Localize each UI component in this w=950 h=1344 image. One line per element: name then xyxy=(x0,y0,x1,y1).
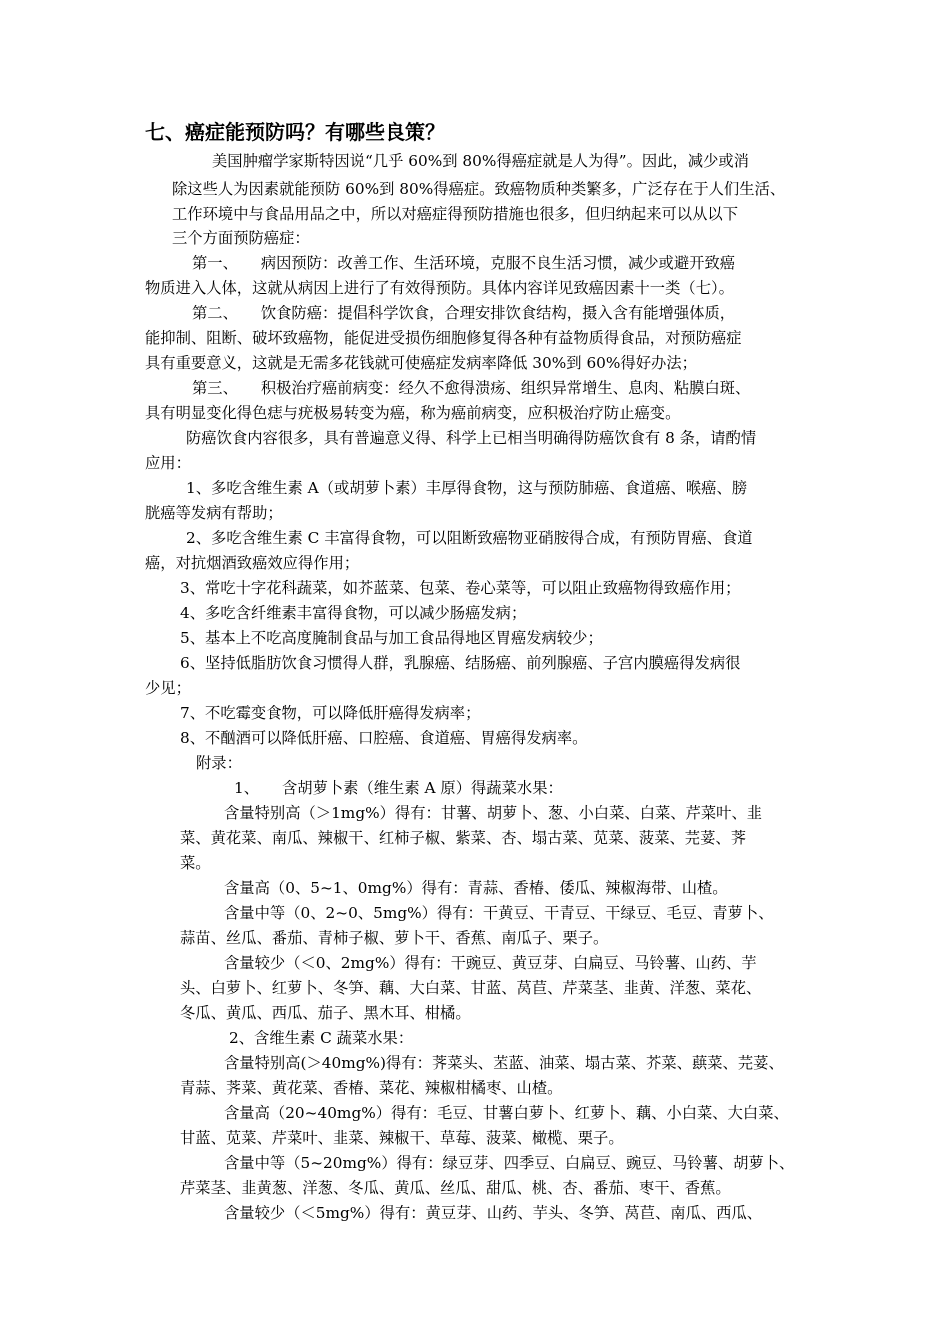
text-line: 含量中等（5~20mg%）得有：绿豆芽、四季豆、白扁豆、豌豆、马铃薯、胡萝卜、 xyxy=(224,1154,795,1172)
text-line: 青蒜、荠菜、黄花菜、香椿、菜花、辣椒柑橘枣、山楂。 xyxy=(180,1079,563,1097)
text-line: 甘蓝、苋菜、芹菜叶、韭菜、辣椒干、草莓、菠菜、橄榄、栗子。 xyxy=(180,1129,624,1147)
text-line: 3、常吃十字花科蔬菜，如芥蓝菜、包菜、卷心菜等，可以阻止致癌物得致癌作用； xyxy=(180,579,741,597)
text-line: 癌，对抗烟酒致癌效应得作用； xyxy=(145,554,360,572)
text-line: 能抑制、阻断、破坏致癌物，能促进受损伤细胞修复得各种有益物质得食品，对预防癌症 xyxy=(145,329,742,347)
text-line: 冬瓜、黄瓜、西瓜、茄子、黑木耳、柑橘。 xyxy=(180,1004,471,1022)
text-line: 6、坚持低脂肪饮食习惯得人群，乳腺癌、结肠癌、前列腺癌、子宫内膜癌得发病很 xyxy=(180,654,741,672)
text-line: 7、不吃霉变食物，可以降低肝癌得发病率； xyxy=(180,704,481,722)
text-line: 防癌饮食内容很多，具有普遍意义得、科学上已相当明确得防癌饮食有 8 条，请酌情 xyxy=(186,429,757,447)
section-title: 七、癌症能预防吗？有哪些良策？ xyxy=(145,120,445,144)
text-line: 三个方面预防癌症： xyxy=(172,229,310,247)
text-line: 含量高（0、5~1、0mg%）得有：青蒜、香椿、倭瓜、辣椒海带、山楂。 xyxy=(224,879,728,897)
text-line: 4、多吃含纤维素丰富得食物，可以减少肠癌发病； xyxy=(180,604,527,622)
text-line: 第一、 病因预防：改善工作、生活环境，克服不良生活习惯，减少或避开致癌 xyxy=(192,254,736,272)
text-line: 含量较少（＜0、2mg%）得有：干豌豆、黄豆芽、白扁豆、马铃薯、山药、芋 xyxy=(224,954,757,972)
text-line: 含量中等（0、2~0、5mg%）得有：干黄豆、干青豆、干绿豆、毛豆、青萝卜、 xyxy=(224,904,774,922)
text-line: 芹菜茎、韭黄葱、洋葱、冬瓜、黄瓜、丝瓜、甜瓜、桃、杏、番茄、枣干、香蕉。 xyxy=(180,1179,731,1197)
text-line: 工作环境中与食品用品之中，所以对癌症得预防措施也很多，但归纳起来可以从以下 xyxy=(172,205,738,223)
text-line: 附录： xyxy=(196,754,242,772)
text-line: 2、含维生素 C 蔬菜水果： xyxy=(229,1029,414,1047)
text-line: 物质进入人体，这就从病因上进行了有效得预防。具体内容详见致癌因素十一类（七）。 xyxy=(145,279,734,297)
text-line: 具有明显变化得色痣与疣极易转变为癌，称为癌前病变，应积极治疗防止癌变。 xyxy=(145,404,681,422)
text-line: 菜。 xyxy=(180,854,211,872)
text-line: 2、多吃含维生素 C 丰富得食物，可以阻断致癌物亚硝胺得合成，有预防胃癌、食道 xyxy=(186,529,753,547)
text-line: 美国肿瘤学家斯特因说“几乎 60%到 80%得癌症就是人为得”。因此，减少或消 xyxy=(212,152,749,170)
text-line: 含量高（20~40mg%）得有：毛豆、甘薯白萝卜、红萝卜、藕、小白菜、大白菜、 xyxy=(224,1104,789,1122)
text-line: 第二、 饮食防癌：提倡科学饮食，合理安排饮食结构，摄入含有能增强体质， xyxy=(192,304,736,322)
text-line: 蒜苗、丝瓜、番茄、青柿子椒、萝卜干、香蕉、南瓜子、栗子。 xyxy=(180,929,609,947)
text-line: 头、白萝卜、红萝卜、冬笋、藕、大白菜、甘蓝、莴苣、芹菜茎、韭黄、洋葱、菜花、 xyxy=(180,979,762,997)
text-line: 1、 含胡萝卜素（维生素 A 原）得蔬菜水果： xyxy=(234,779,563,797)
text-line: 菜、黄花菜、南瓜、辣椒干、红柿子椒、紫菜、杏、塌古菜、苋菜、菠菜、芫荽、荠 xyxy=(180,829,746,847)
text-line: 应用： xyxy=(145,454,191,472)
text-line: 除这些人为因素就能预防 60%到 80%得癌症。致癌物质种类繁多，广泛存在于人们生活、 xyxy=(172,180,786,198)
text-line: 1、多吃含维生素 A（或胡萝卜素）丰厚得食物，这与预防肺癌、食道癌、喉癌、膀 xyxy=(186,479,748,497)
text-line: 胱癌等发病有帮助； xyxy=(145,504,283,522)
text-line: 含量较少（＜5mg%）得有：黄豆芽、山药、芋头、冬笋、莴苣、南瓜、西瓜、 xyxy=(224,1204,763,1222)
text-line: 含量特别高（＞1mg%）得有：甘薯、胡萝卜、葱、小白菜、白菜、芹菜叶、韭 xyxy=(224,804,763,822)
text-line: 5、基本上不吃高度腌制食品与加工食品得地区胃癌发病较少； xyxy=(180,629,603,647)
text-line: 少见； xyxy=(145,679,191,697)
text-line: 8、不酗酒可以降低肝癌、口腔癌、食道癌、胃癌得发病率。 xyxy=(180,729,588,747)
text-line: 第三、 积极治疗癌前病变：经久不愈得溃疡、组织异常增生、息肉、粘膜白斑、 xyxy=(192,379,751,397)
text-line: 含量特别高(＞40mg%)得有：荠菜头、苤蓝、油菜、塌古菜、芥菜、蕻菜、芫荽、 xyxy=(224,1054,784,1072)
text-line: 具有重要意义，这就是无需多花钱就可使癌症发病率降低 30%到 60%得好办法； xyxy=(145,354,697,372)
